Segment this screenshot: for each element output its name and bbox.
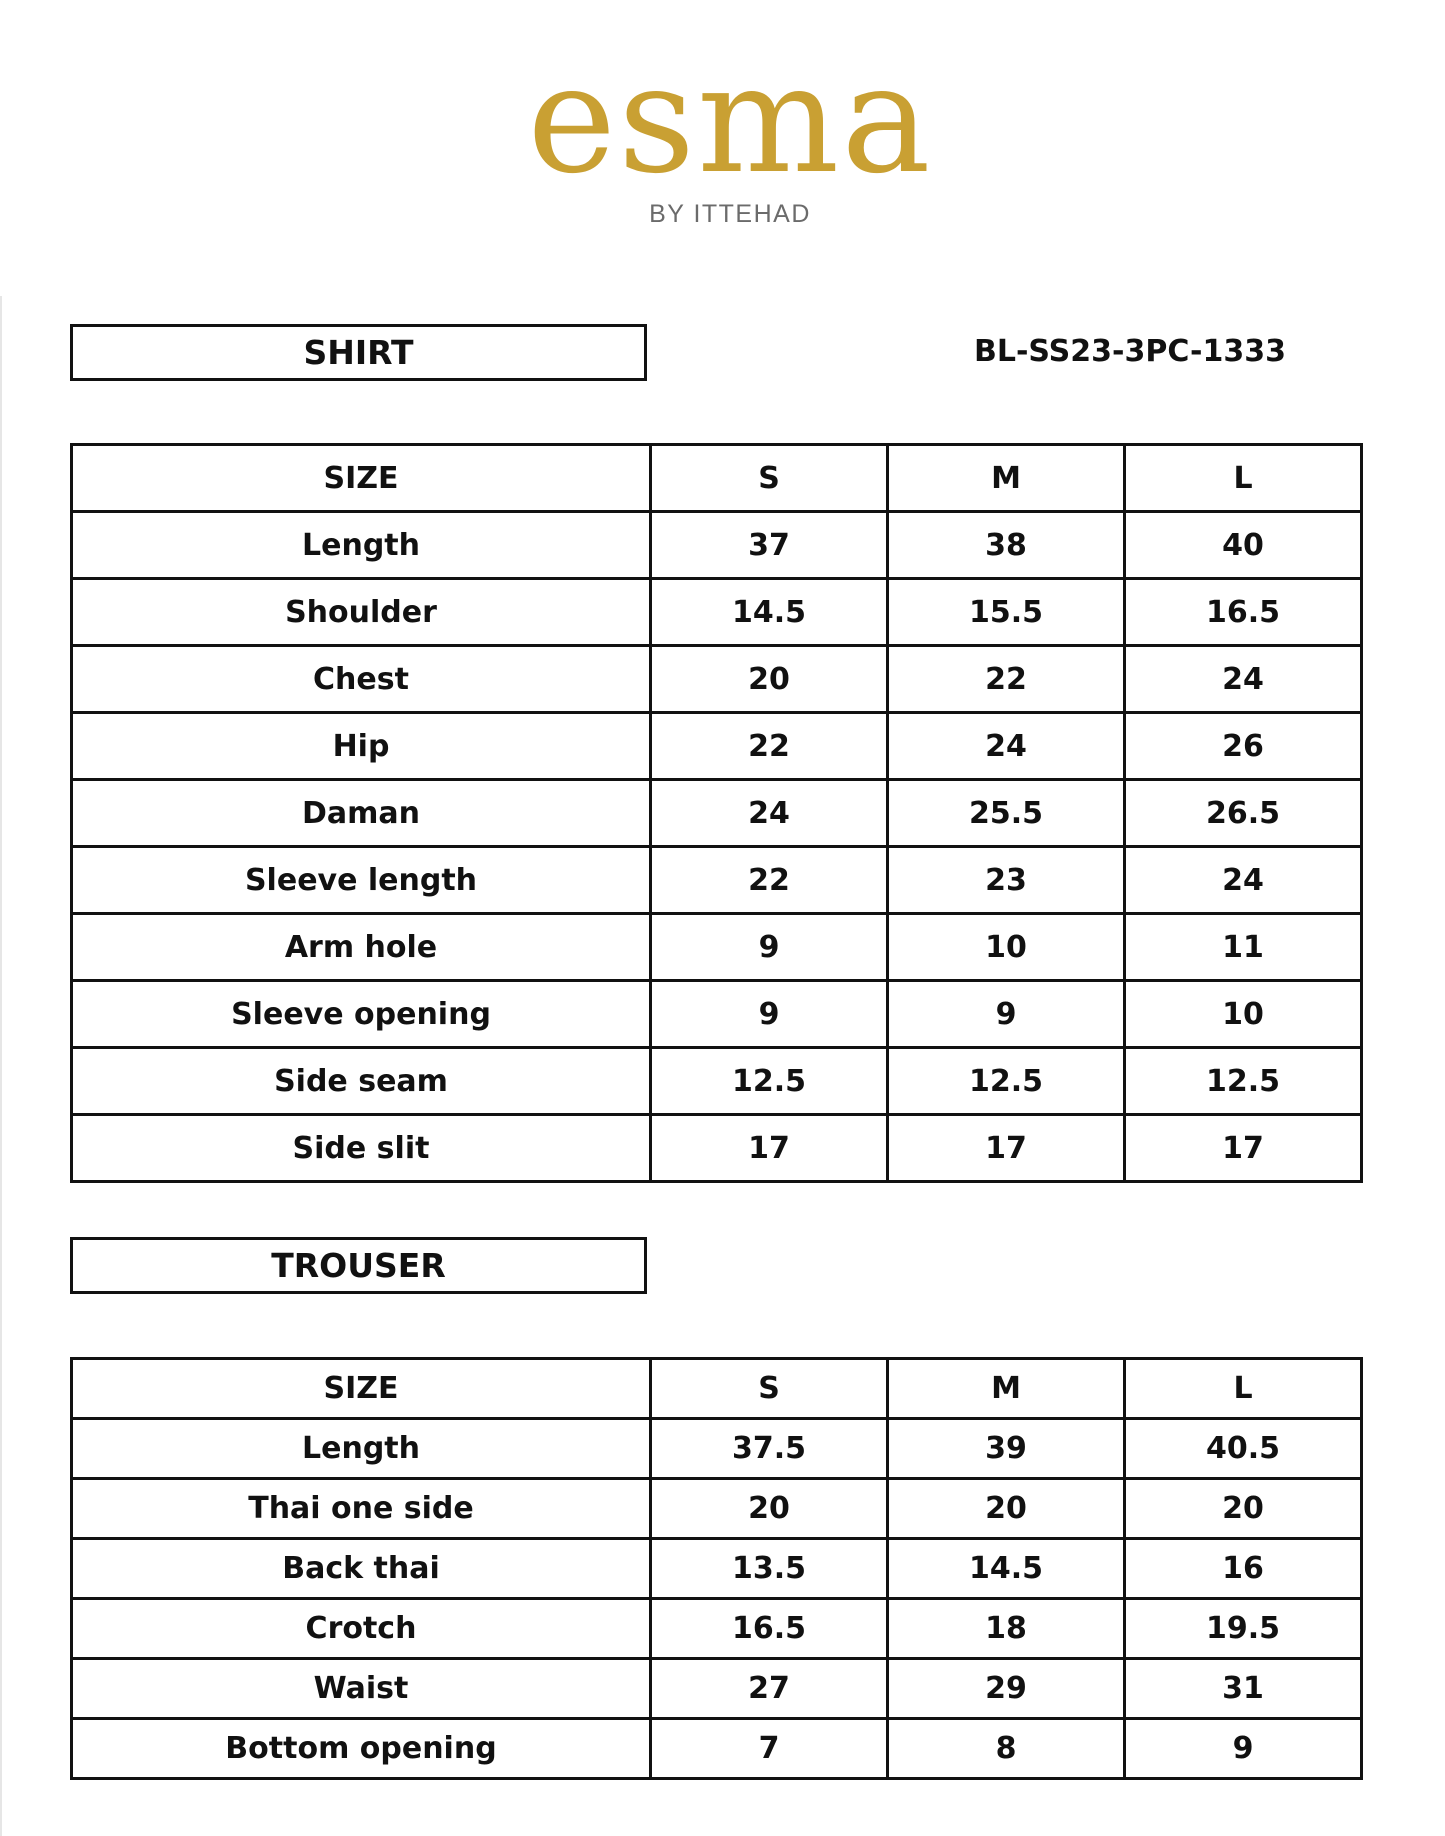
table-row [72, 1115, 1362, 1182]
trouser-section-title: TROUSER [70, 1237, 647, 1294]
value-cell: 20 [1125, 1479, 1362, 1539]
value-cell: 13.5 [651, 1539, 888, 1599]
table-row [72, 914, 1362, 981]
value-cell: 7 [651, 1719, 888, 1779]
table-row [72, 579, 1362, 646]
value-cell: 16 [1125, 1539, 1362, 1599]
value-cell: 25.5 [888, 780, 1125, 847]
measurement-label: Crotch [72, 1599, 651, 1659]
measurement-label: Shoulder [72, 579, 651, 646]
value-cell: 24 [888, 713, 1125, 780]
value-cell: 27 [651, 1659, 888, 1719]
value-cell: 17 [888, 1115, 1125, 1182]
header-cell: M [888, 445, 1125, 512]
measurement-label: Hip [72, 713, 651, 780]
value-cell: 31 [1125, 1659, 1362, 1719]
value-cell: 11 [1125, 914, 1362, 981]
value-cell: 18 [888, 1599, 1125, 1659]
header-cell: SIZE [72, 1359, 651, 1419]
table-row [72, 981, 1362, 1048]
value-cell: 12.5 [888, 1048, 1125, 1115]
table-header-row [72, 445, 1362, 512]
value-cell: 14.5 [888, 1539, 1125, 1599]
shirt-section-title: SHIRT [70, 324, 647, 381]
value-cell: 38 [888, 512, 1125, 579]
value-cell: 8 [888, 1719, 1125, 1779]
value-cell: 9 [651, 981, 888, 1048]
measurement-label: Bottom opening [72, 1719, 651, 1779]
value-cell: 37.5 [651, 1419, 888, 1479]
measurement-label: Side slit [72, 1115, 651, 1182]
value-cell: 24 [651, 780, 888, 847]
value-cell: 17 [651, 1115, 888, 1182]
value-cell: 23 [888, 847, 1125, 914]
measurement-label: Daman [72, 780, 651, 847]
measurement-label: Length [72, 1419, 651, 1479]
measurement-label: Waist [72, 1659, 651, 1719]
value-cell: 20 [888, 1479, 1125, 1539]
value-cell: 39 [888, 1419, 1125, 1479]
table-row [72, 512, 1362, 579]
measurement-label: Side seam [72, 1048, 651, 1115]
table-row [72, 1479, 1362, 1539]
measurement-label: Sleeve length [72, 847, 651, 914]
value-cell: 19.5 [1125, 1599, 1362, 1659]
value-cell: 22 [651, 847, 888, 914]
value-cell: 40 [1125, 512, 1362, 579]
product-code: BL-SS23-3PC-1333 [973, 334, 1286, 369]
value-cell: 16.5 [1125, 579, 1362, 646]
value-cell: 24 [1125, 847, 1362, 914]
value-cell: 12.5 [651, 1048, 888, 1115]
header-cell: L [1125, 1359, 1362, 1419]
value-cell: 24 [1125, 646, 1362, 713]
table-row [72, 780, 1362, 847]
table-row [72, 1419, 1362, 1479]
value-cell: 9 [888, 981, 1125, 1048]
value-cell: 20 [651, 1479, 888, 1539]
table-header-row [72, 1359, 1362, 1419]
left-edge-rule [0, 296, 2, 1836]
measurement-label: Length [72, 512, 651, 579]
measurement-label: Sleeve opening [72, 981, 651, 1048]
value-cell: 37 [651, 512, 888, 579]
value-cell: 9 [1125, 1719, 1362, 1779]
measurement-label: Chest [72, 646, 651, 713]
value-cell: 9 [651, 914, 888, 981]
value-cell: 14.5 [651, 579, 888, 646]
logo-wordmark: esma [527, 33, 933, 207]
table-row [72, 1048, 1362, 1115]
value-cell: 16.5 [651, 1599, 888, 1659]
value-cell: 29 [888, 1659, 1125, 1719]
table-row [72, 847, 1362, 914]
header-cell: L [1125, 445, 1362, 512]
measurement-label: Back thai [72, 1539, 651, 1599]
value-cell: 20 [651, 646, 888, 713]
header-cell: S [651, 445, 888, 512]
value-cell: 10 [888, 914, 1125, 981]
brand-logo [460, 30, 1000, 240]
table-row [72, 1599, 1362, 1659]
table-row [72, 646, 1362, 713]
trouser-size-table [70, 1357, 1363, 1780]
value-cell: 17 [1125, 1115, 1362, 1182]
measurement-label: Thai one side [72, 1479, 651, 1539]
shirt-size-table [70, 443, 1363, 1183]
value-cell: 40.5 [1125, 1419, 1362, 1479]
table-row [72, 1539, 1362, 1599]
value-cell: 22 [888, 646, 1125, 713]
header-cell: SIZE [72, 445, 651, 512]
measurement-label: Arm hole [72, 914, 651, 981]
header-cell: M [888, 1359, 1125, 1419]
value-cell: 22 [651, 713, 888, 780]
table-row [72, 713, 1362, 780]
value-cell: 12.5 [1125, 1048, 1362, 1115]
value-cell: 26.5 [1125, 780, 1362, 847]
logo-subtitle: BY ITTEHAD [649, 200, 811, 228]
value-cell: 10 [1125, 981, 1362, 1048]
value-cell: 26 [1125, 713, 1362, 780]
table-row [72, 1719, 1362, 1779]
value-cell: 15.5 [888, 579, 1125, 646]
table-row [72, 1659, 1362, 1719]
header-cell: S [651, 1359, 888, 1419]
